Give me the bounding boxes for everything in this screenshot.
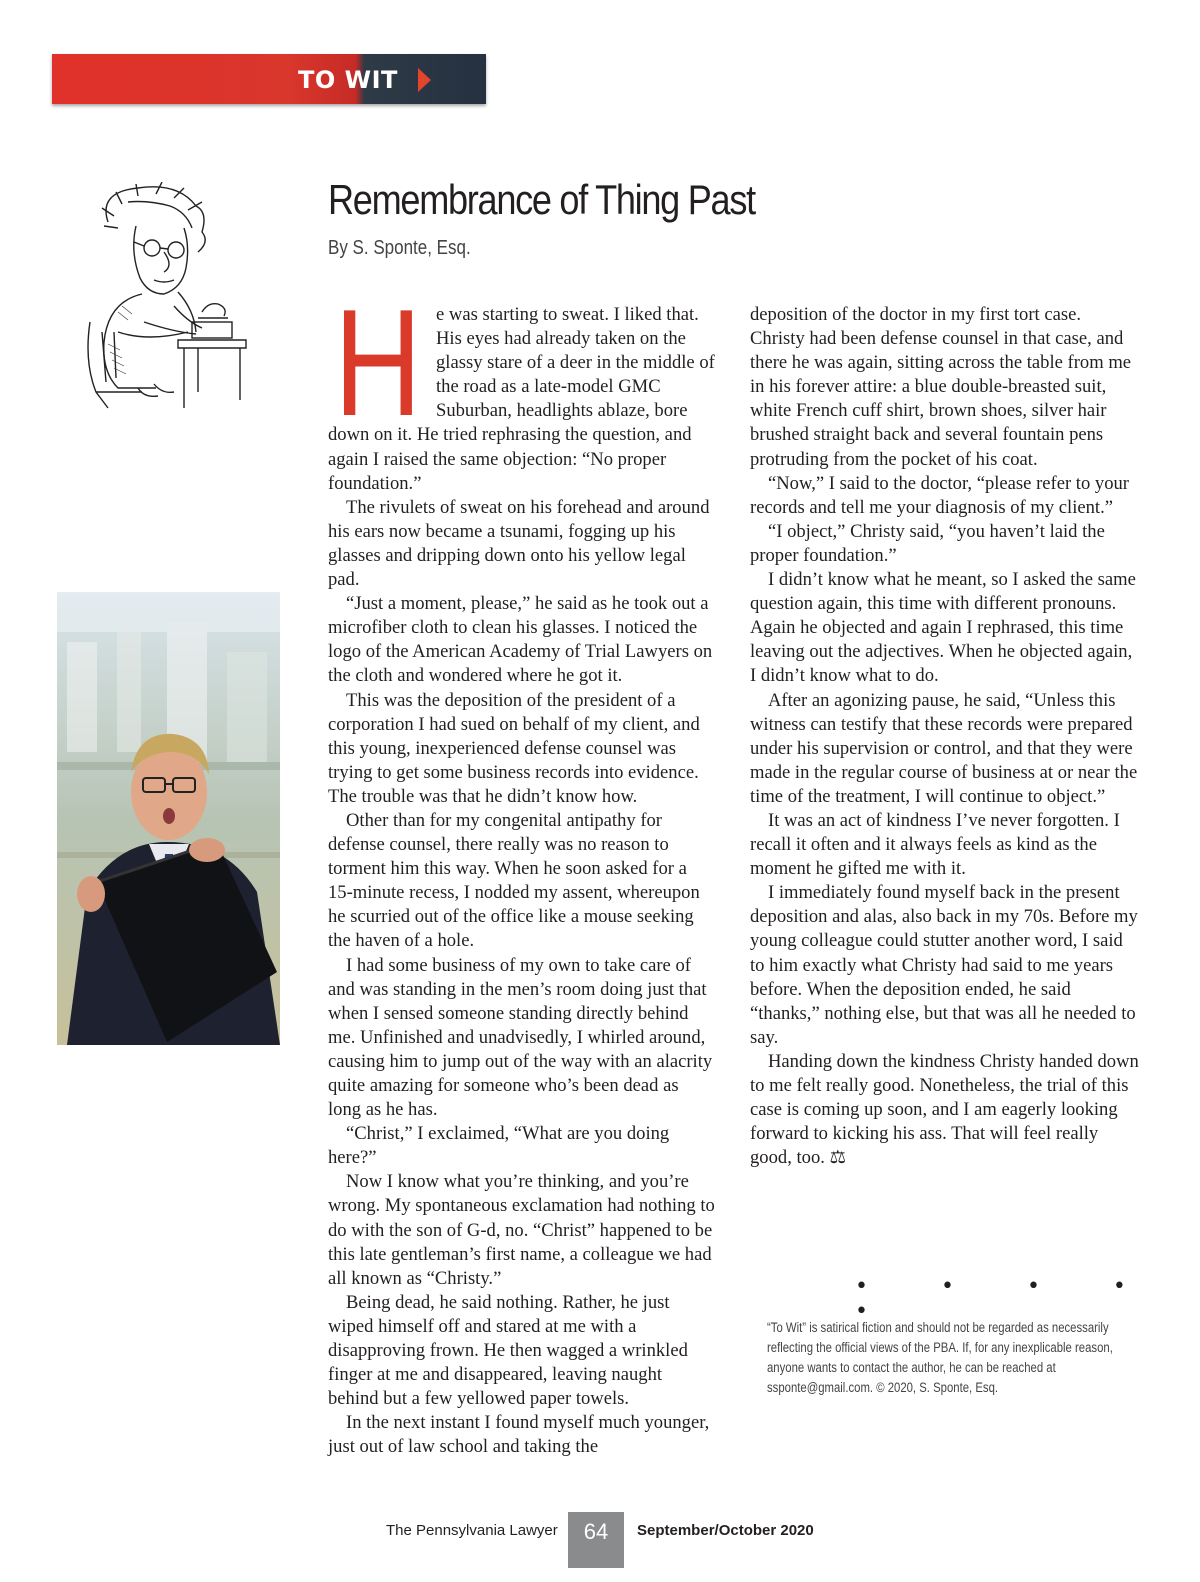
paragraph: It was an act of kindness I’ve never forgotten. I recall it often and it always feels as kind as the moment he gifted me with it.: [750, 809, 1120, 880]
paragraph: deposition of the doctor in my first tort case. Christy had been defense counsel in that case, and there he was again, sitting across the table from me in his forever attire: a blue double-breasted suit, white French cuff shirt, brown shoes, silver hair brushed straight back and several fountain pens protruding from the pocket of his coat.: [750, 304, 1132, 470]
footer-publication: The Pennsylvania Lawyer: [386, 1522, 558, 1539]
typewriter-caricature-illustration: [78, 182, 254, 410]
paragraph: Being dead, he said nothing. Rather, he just wiped himself off and stared at me with a disapproving frown. He then wagged a wrinkled finger at me and disappeared, leaving naught behind but a few yellowed paper towels.: [328, 1291, 688, 1410]
disclaimer-note: “To Wit” is satirical fiction and should not be regarded as necessarily reflecting the official views of the PBA. If, for any inexplicable reason, anyone wants to contact the author, he can be reached at ssponte@gmail.com. © 2020, S. Sponte, Esq.: [767, 1320, 1113, 1395]
footer-issue: September/October 2020: [637, 1522, 814, 1539]
paragraph: “Just a moment, please,” he said as he took out a microfiber cloth to clean his glasses. I noticed the logo of the American Academy of Trial Lawyers on the cloth and wondered where he got it.: [328, 593, 713, 687]
paragraph: Now I know what you’re thinking, and you’re wrong. My spontaneous exclamation had nothing to do with the son of G-d, no. “Christ” happened to be this late gentleman’s first name, a colleague we had all known as “Christy.”: [328, 1171, 715, 1289]
paragraph: In the next instant I found myself much younger, just out of law school and taking the: [328, 1412, 710, 1458]
page-number: 64: [568, 1512, 624, 1568]
paragraph: I immediately found myself back in the present deposition and alas, also back in my 70s. Before my young colleague could stutter another word, I said to him exactly what Christy had said to me years before. When the deposition ended, he said “thanks,” nothing else, but that was all he needed to say.: [750, 882, 1138, 1048]
article-column-left: [328, 278, 716, 1460]
section-label: TO WIT: [298, 66, 398, 94]
paragraph: “Christ,” I exclaimed, “What are you doing here?”: [328, 1123, 670, 1169]
drop-cap: H: [334, 278, 422, 448]
paragraph: I didn’t know what he meant, so I asked the same question again, this time with different pronouns. Again he objected and again I rephrased, this time leaving out the adjectives. When he objected again, I didn’t know what to do.: [750, 569, 1136, 687]
paragraph: “Now,” I said to the doctor, “please refer to your records and tell me your diagnosis of my client.”: [750, 472, 1129, 518]
article-column-right: [750, 303, 1140, 1170]
paragraph: Handing down the kindness Christy handed down to me felt really good. Nonetheless, the trial of this case is coming up soon, and I am eagerly looking forward to kicking his ass. That will feel really good, too. ⚖: [750, 1050, 1139, 1169]
section-separator: • • • • •: [855, 1274, 1159, 1324]
paragraph: After an agonizing pause, he said, “Unless this witness can testify that these records were prepared under his supervision or control, and that they were made in the regular course of business at or near the time of the treatment, I will continue to object.”: [750, 689, 1138, 807]
article-title: Remembrance of Thing Past: [328, 176, 755, 223]
lawyer-photo: [57, 592, 280, 1045]
triangle-right-icon: [418, 68, 431, 92]
paragraph: The rivulets of sweat on his forehead and around his ears now became a tsunami, fogging up his glasses and dripping down onto his yellow legal pad.: [328, 496, 710, 591]
article-byline: By S. Sponte, Esq.: [328, 237, 471, 259]
paragraph: e was starting to sweat. I liked that. His eyes had already taken on the glassy stare of a deer in the middle of the road as a late-model GMC Suburban, headlights ablaze, bore down on it. He tried rephrasing the question, and again I raised the same objection: “No proper foundation.”: [328, 304, 715, 494]
paragraph: “I object,” Christy said, “you haven’t laid the proper foundation.”: [750, 520, 1105, 566]
paragraph: Other than for my congenital antipathy for defense counsel, there really was no reason to torment him this way. When he soon asked for a 15-minute recess, I nodded my assent, whereupon he scurried out of the office like a mouse seeking the haven of a hole.: [328, 809, 700, 952]
paragraph: I had some business of my own to take care of and was standing in the men’s room doing just that when I sensed someone standing directly behind me. Unfinished and unadvisedly, I whirled around, causing him to jump out of the way with an alacrity quite amazing for someone who’s been dead as long as he has.: [328, 954, 713, 1121]
paragraph: This was the deposition of the president of a corporation I had sued on behalf of my client, and this young, inexperienced defense counsel was trying to get some business records into evidence. The trouble was that he didn’t know how.: [328, 689, 700, 807]
